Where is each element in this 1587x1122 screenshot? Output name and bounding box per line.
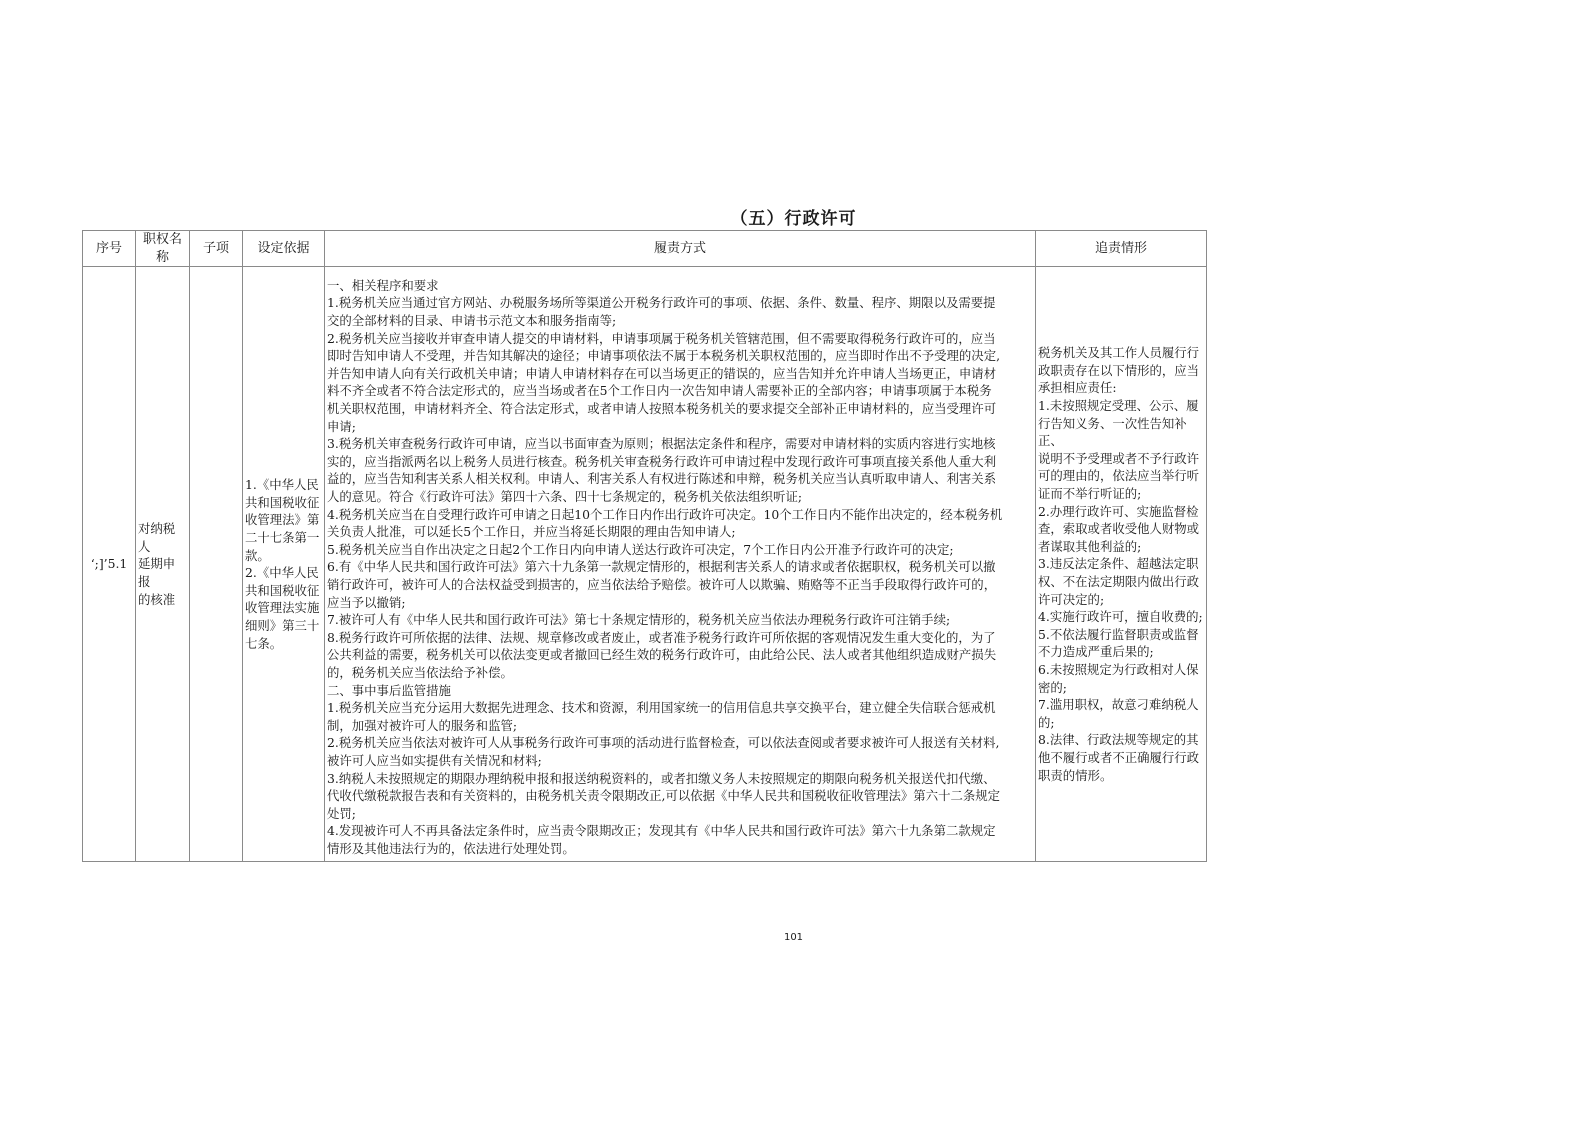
table-row (83, 267, 1207, 862)
row-seq-cell (83, 267, 136, 862)
header-seq: 序号 (83, 231, 136, 267)
page-number: 101 (783, 932, 804, 943)
header-power-name: 职权名称 (136, 231, 190, 267)
header-basis: 设定依据 (243, 231, 325, 267)
row-sub-item-cell (190, 267, 243, 862)
row-seq: ‘;]’5.1 (90, 556, 128, 572)
administrative-license-table (82, 230, 1207, 862)
row-accountability-cell (1036, 267, 1207, 862)
table-header-row (83, 231, 1207, 267)
row-accountability: 税务机关及其工作人员履行行 政职责存在以下情形的，应当 承担相应责任: 1.未按照规定受理、公示、履 行告知义务、一次性告知补正、 说明不予受理或者不予行政许 可的理由的，依法应当举行听 证而不举行听证的; 2.办理行政许可、实施监督检 查，索取或者收受他人财物或 者谋取其他利益的; 3.违反法定条件、超越法定职 权、不在法定期限内做出行政 许可决定的; 4.实施行政许可，擅自收费的; 5.不依法履行监督职责或监督 不力造成严重后果的; 6.未按照规定为行政相对人保 密的; 7.滥用职权，故意刁难纳税人 的; 8.法律、行政法规等规定的其 他不履行或者不正确履行行政 职责的情形。 (1038, 345, 1203, 783)
row-basis-cell (243, 267, 325, 862)
header-duty-method: 履责方式 (325, 231, 1036, 267)
row-power-name-cell (136, 267, 190, 862)
header-accountability: 追责情形 (1036, 231, 1207, 267)
header-sub-item: 子项 (190, 231, 243, 267)
row-power-name: 对纳税人 延期申报 的核准 (138, 521, 176, 607)
row-basis: 1.《中华人民 共和国税收征 收管理法》第 二十七条第一 款。 2.《中华人民 共和国税收征 收管理法实施 细则》第三十 七条。 (245, 477, 320, 651)
section-title: （五）行政许可 (730, 209, 857, 229)
row-duty-method-cell (325, 267, 1036, 862)
row-duty-method: 一、相关程序和要求 1.税务机关应当通过官方网站、办税服务场所等渠道公开税务行政许可的事项、依据、条件、数量、程序、期限以及需要提 交的全部材料的目录、申请书示范文本和服务指南等; 2.税务机关应当接收并审查申请人提交的申请材料，申请事项属于税务机关管辖范围，但不需要取得税务行政许可的，应当 即时告知申请人不受理，并告知其解决的途径；申请事项依法不属于本税务机关职权范围的，应当即时作出不予受理的决定, 并告知申请人向有关行政机关申请；申请人申请材料存在可以当场更正的错误的，应当告知并允许申请人当场更正，申请材 料不齐全或者不符合法定形式的，应当当场或者在5个工作日内一次告知申请人需要补正的全部内容；申请事项属于本税务 机关职权范围，申请材料齐全、符合法定形式，或者申请人按照本税务机关的要求提交全部补正申请材料的，应当受理许可 申请; 3.税务机关审查税务行政许可申请，应当以书面审查为原则；根据法定条件和程序，需要对申请材料的实质内容进行实地核 实的，应当指派两名以上税务人员进行核查。税务机关审查税务行政许可申请过程中发现行政许可事项直接关系他人重大利 益的，应当告知利害关系人相关权利。申请人、利害关系人有权进行陈述和申辩，税务机关应当认真听取申请人、利害关系 人的意见。符合《行政许可法》第四十六条、四十七条规定的，税务机关依法组织听证; 4.税务机关应当在自受理行政许可申请之日起10个工作日内作出行政许可决定。10个工作日内不能作出决定的，经本税务机 关负责人批准，可以延长5个工作日，并应当将延长期限的理由告知申请人; 5.税务机关应当自作出决定之日起2个工作日内向申请人送达行政许可决定，7个工作日内公开准予行政许可的决定; 6.有《中华人民共和国行政许可法》第六十九条第一款规定情形的，根据利害关系人的请求或者依据职权，税务机关可以撤 销行政许可，被许可人的合法权益受到损害的，应当依法给予赔偿。被许可人以欺骗、贿赂等不正当手段取得行政许可的， 应当予以撤销; 7.被许可人有《中华人民共和国行政许可法》第七十条规定情形的，税务机关应当依法办理税务行政许可注销手续; 8.税务行政许可所依据的法律、法规、规章修改或者废止，或者准予税务行政许可所依据的客观情况发生重大变化的，为了 公共利益的需要，税务机关可以依法变更或者撤回已经生效的税务行政许可，由此给公民、法人或者其他组织造成财产损失 的，税务机关应当依法给予补偿。 二、事中事后监管措施 1.税务机关应当充分运用大数据先进理念、技术和资源，利用国家统一的信用信息共享交换平台，建立健全失信联合惩戒机 制，加强对被许可人的服务和监管; 2.税务机关应当依法对被许可人从事税务行政许可事项的活动进行监督检查，可以依法查阅或者要求被许可人报送有关材料, 被许可人应当如实提供有关情况和材料; 3.纳税人未按照规定的期限办理纳税申报和报送纳税资料的，或者扣缴义务人未按照规定的期限向税务机关报送代扣代缴、 代收代缴税款报告表和有关资料的，由税务机关责令限期改正,可以依据《中华人民共和国税收征收管理法》第六十二条规定 处罚; 4.发现被许可人不再具备法定条件时，应当责令限期改正；发现其有《中华人民共和国行政许可法》第六十九条第二款规定 情形及其他违法行为的，依法进行处理处罚。 (327, 277, 1003, 856)
